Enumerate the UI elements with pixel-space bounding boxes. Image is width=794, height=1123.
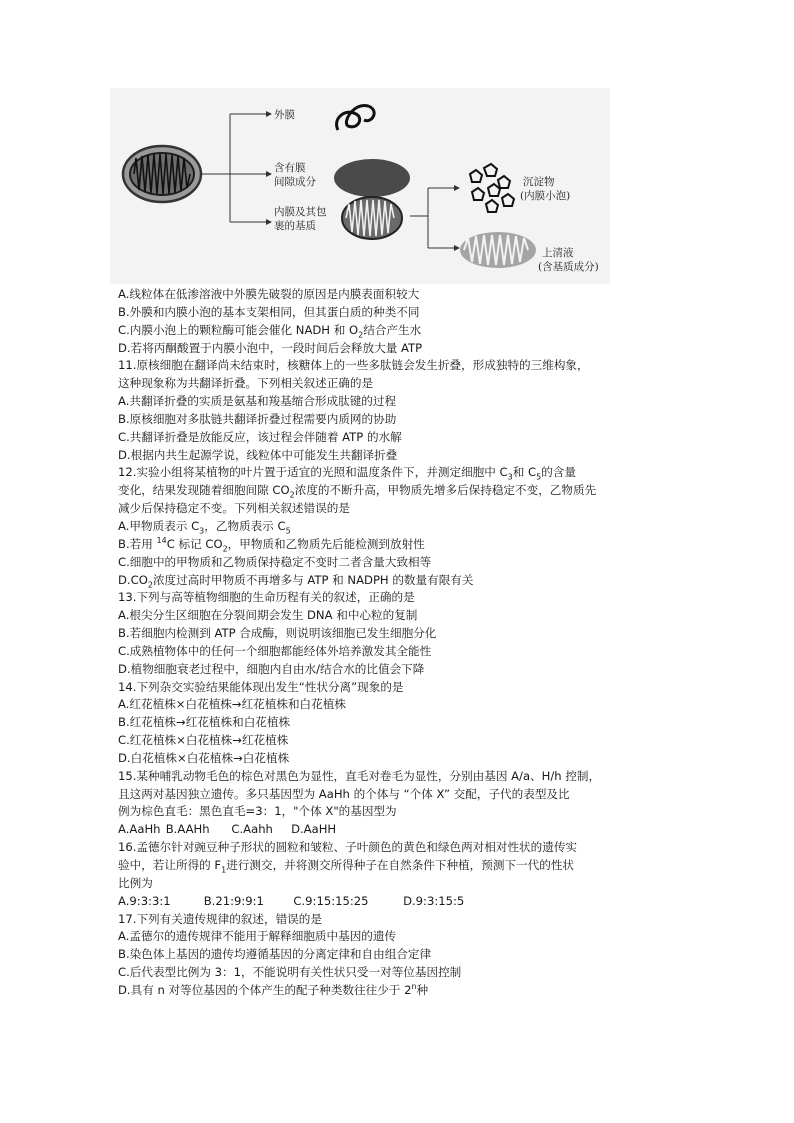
q12-stem-line1: 12.实验小组将某植物的叶片置于适宜的光照和温度条件下，并测定细胞中 $C_3$和 $C_5$的含量 [118,465,576,482]
q15-option-a: A.AaHh [118,822,161,837]
q17-option-d: D.具有 n 对等位基因的个体产生的配子种类数往往少于 2$^n$种 [118,982,429,997]
q10-option-d: D.若将丙酮酸置于内膜小泡中，一段时间后会释放大量 ATP [118,340,423,355]
q12-option-b: B.若用 $^{14}$C 标记 $CO_2$，甲物质和乙物质先后能检测到放射性 [118,535,425,554]
q15-stem-line3: 例为棕色直毛：黑色直毛=3：1，"个体 X"的基因型为 [118,804,397,819]
label-precipitate-line2: (内膜小泡) [520,190,571,202]
q13-option-b: B.若细胞内检测到 ATP 合成酶，则说明该细胞已发生细胞分化 [118,626,437,641]
q10-option-a: A.线粒体在低渗溶液中外膜先破裂的原因是内膜表面积较大 [118,287,420,301]
q16-stem-line1: 16.孟德尔针对豌豆种子形状的圆粒和皱粒、子叶颜色的黄色和绿色两对相对性状的遗传实 [118,840,578,855]
q13-stem: 13.下列与高等植物细胞的生命历程有关的叙述，正确的是 [118,590,415,605]
q12-stem-line3: 减少后保持稳定不变。下列相关叙述错误的是 [118,501,350,516]
q14-option-d: D.白花植株×白花植株→白花植株 [118,750,290,765]
q10-option-c: C.内膜小泡上的颗粒酶可能会催化 NADH 和 $O_2$结合产生水 [118,322,422,339]
label-inner-line2: 裹的基质 [274,220,316,232]
q16-stem-line3: 比例为 [118,875,153,890]
q14-stem: 14.下列杂交实验结果能体现出发生“性状分离”现象的是 [118,679,404,694]
q12-option-d: $D.CO_2$浓度过高时甲物质不再增多与 ATP 和 NADPH 的数量有限有关 [118,572,474,589]
q11-stem-line1: 11.原核细胞在翻译尚未结束时，核糖体上的一些多肽链会发生折叠，形成独特的三维构象， [118,358,589,373]
supernatant-image [460,232,536,268]
q12-option-a: A.甲物质表示 $C_3$，乙物质表示 $C_5$ [118,518,291,536]
intermembrane-blob [334,159,410,197]
q13-option-c: C.成熟植物体中的任何一个细胞都能经体外培养激发其全能性 [118,643,432,658]
mitochondrion-image [123,146,201,202]
label-intermembrane-line1: 含有膜 [274,162,306,174]
inner-membrane-matrix-image [342,197,402,239]
q15-option-c: C.Aahh [231,822,273,837]
q11-option-b: B.原核细胞对多肽链共翻译折叠过程需要内质网的协助 [118,411,397,426]
label-intermembrane-line2: 间隙成分 [274,176,316,188]
q11-stem-line2: 这种现象称为共翻译折叠。下列相关叙述正确的是 [118,376,374,391]
q13-option-d: D.植物细胞衰老过程中，细胞内自由水/结合水的比值会下降 [118,661,425,676]
q12-option-c: C.细胞中的甲物质和乙物质保持稳定不变时二者含量大致相等 [118,554,432,569]
q15-stem-line2: 且这两对基因独立遗传。多只基因型为 AaHh 的个体与 “个体 X” 交配，子代的表型及比 [118,786,570,801]
q15-option-b: B.AAHh [165,822,210,837]
mitochondria-fractionation-diagram [110,88,610,284]
q16-stem-line2: 验中，若让所得的 $F_1$进行测交，并将测交所得种子在自然条件下种植，预测下一代的性状 [118,858,575,875]
q16-option-c: C.9:15:15:25 [293,893,369,908]
q10-option-b: B.外膜和内膜小泡的基本支架相同，但其蛋白质的种类不同 [118,304,420,319]
q16-options [118,893,688,911]
label-precipitate-line1: 沉淀物 [523,176,555,188]
q16-option-a: A.9:3:3:1 [118,893,171,908]
q14-option-a: A.红花植株×白花植株→红花植株和白花植株 [118,697,346,712]
q11-option-d: D.根据内共生起源学说，线粒体中可能发生共翻译折叠 [118,447,398,462]
label-outer-membrane: 外膜 [274,109,295,121]
label-inner-line1: 内膜及其包 [274,206,327,218]
label-supernatant-line1: 上清液 [542,247,574,259]
q15-options [118,821,688,839]
q11-option-a: A.共翻译折叠的实质是氨基和羧基缩合形成肽键的过程 [118,394,397,409]
q16-option-b: B.21:9:9:1 [203,893,264,908]
q15-option-d: D.AaHH [291,822,337,837]
q11-option-c: C.共翻译折叠是放能反应，该过程会伴随着 ATP 的水解 [118,429,402,444]
q14-option-b: B.红花植株→红花植株和白花植株 [118,715,291,730]
q15-stem-line1: 15.某种哺乳动物毛色的棕色对黑色为显性，直毛对卷毛为显性，分别由基因 A/a、H/h 控制， [118,768,601,783]
q12-stem-line2: 变化，结果发现随着细胞间隙 $CO_2$浓度的不断升高，甲物质先增多后保持稳定不变，乙物质先 [118,483,597,500]
q17-option-b: B.染色体上基因的遗传均遵循基因的分离定律和自由组合定律 [118,947,432,962]
question-text [118,286,688,1000]
q13-option-a: A.根尖分生区细胞在分裂间期会发生 DNA 和中心粒的复制 [118,608,418,623]
q14-option-c: C.红花植株×白花植株→红花植株 [118,733,289,748]
q17-option-c: C.后代表型比例为 3：1，不能说明有关性状只受一对等位基因控制 [118,965,462,980]
q17-stem: 17.下列有关遗传规律的叙述，错误的是 [118,911,322,926]
label-supernatant-line2: (含基质成分) [538,261,599,273]
q17-option-a: A.孟德尔的遗传规律不能用于解释细胞质中基因的遗传 [118,929,397,944]
q16-option-d: D.9:3:15:5 [403,893,465,908]
